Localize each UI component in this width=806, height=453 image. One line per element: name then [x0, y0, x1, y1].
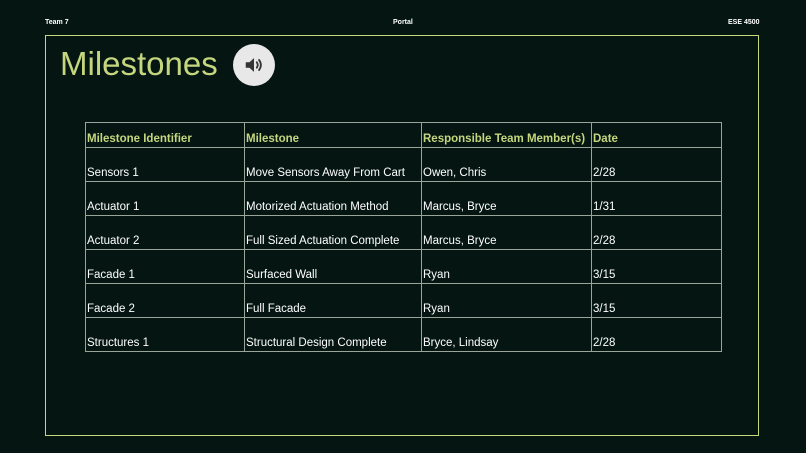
column-header-responsible: Responsible Team Member(s)	[422, 123, 592, 148]
cell-date: 3/15	[592, 250, 722, 284]
cell-identifier: Sensors 1	[86, 148, 245, 182]
cell-date: 1/31	[592, 182, 722, 216]
audio-button[interactable]	[233, 44, 275, 86]
speaker-icon	[243, 54, 265, 76]
table-row	[86, 216, 722, 250]
cell-responsible: Ryan	[422, 250, 592, 284]
cell-identifier: Actuator 2	[86, 216, 245, 250]
cell-date: 2/28	[592, 216, 722, 250]
cell-responsible: Bryce, Lindsay	[422, 318, 592, 352]
cell-responsible: Ryan	[422, 284, 592, 318]
header-course: ESE 4500	[728, 19, 760, 26]
cell-milestone: Motorized Actuation Method	[245, 182, 422, 216]
cell-milestone: Move Sensors Away From Cart	[245, 148, 422, 182]
header-portal: Portal	[393, 19, 413, 26]
cell-identifier: Facade 1	[86, 250, 245, 284]
table-row	[86, 318, 722, 352]
cell-responsible: Marcus, Bryce	[422, 216, 592, 250]
table-header-row	[86, 123, 722, 148]
cell-identifier: Structures 1	[86, 318, 245, 352]
cell-identifier: Facade 2	[86, 284, 245, 318]
cell-date: 3/15	[592, 284, 722, 318]
header-team: Team 7	[45, 19, 69, 26]
cell-milestone: Structural Design Complete	[245, 318, 422, 352]
cell-milestone: Surfaced Wall	[245, 250, 422, 284]
column-header-milestone: Milestone	[245, 123, 422, 148]
table-row	[86, 284, 722, 318]
cell-milestone: Full Sized Actuation Complete	[245, 216, 422, 250]
page-title: Milestones	[60, 45, 218, 82]
cell-milestone: Full Facade	[245, 284, 422, 318]
table-row	[86, 182, 722, 216]
cell-date: 2/28	[592, 318, 722, 352]
cell-responsible: Marcus, Bryce	[422, 182, 592, 216]
milestones-table	[85, 122, 722, 352]
cell-responsible: Owen, Chris	[422, 148, 592, 182]
table-row	[86, 148, 722, 182]
column-header-identifier: Milestone Identifier	[86, 123, 245, 148]
table-row	[86, 250, 722, 284]
cell-identifier: Actuator 1	[86, 182, 245, 216]
cell-date: 2/28	[592, 148, 722, 182]
column-header-date: Date	[592, 123, 722, 148]
